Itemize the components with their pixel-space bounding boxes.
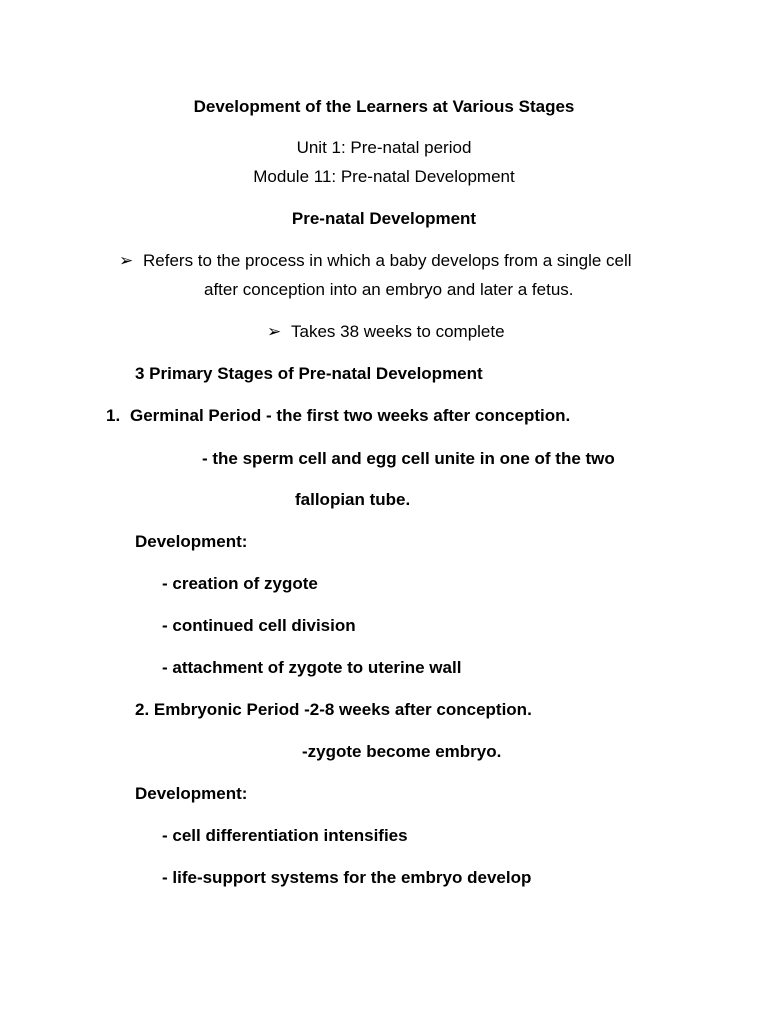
list-item: - attachment of zygote to uterine wall bbox=[162, 658, 462, 677]
bullet-item bbox=[267, 322, 505, 342]
embryonic-description-line: -zygote become embryo. bbox=[302, 742, 502, 761]
list-item: - life-support systems for the embryo develop bbox=[162, 868, 532, 887]
list-item: - creation of zygote bbox=[162, 574, 318, 593]
germinal-description-continuation: fallopian tube. bbox=[295, 490, 411, 509]
embryonic-period-line: 2. Embryonic Period -2-8 weeks after conception. bbox=[135, 700, 532, 719]
germinal-period-line bbox=[106, 406, 570, 426]
germinal-description-line: - the sperm cell and egg cell unite in one of the two bbox=[202, 449, 615, 468]
bullet-text: Takes 38 weeks to complete bbox=[291, 322, 505, 341]
section-heading: Pre-natal Development bbox=[291, 209, 477, 228]
list-item: - continued cell division bbox=[162, 616, 356, 635]
bullet-item bbox=[119, 251, 632, 271]
bullet-text-continuation: after conception into an embryo and later a fetus. bbox=[204, 280, 574, 299]
document-title: Development of the Learners at Various Stages bbox=[193, 97, 575, 116]
unit-line: Unit 1: Pre-natal period bbox=[296, 138, 472, 157]
arrow-bullet-icon: ➢ bbox=[267, 322, 282, 341]
module-line: Module 11: Pre-natal Development bbox=[253, 167, 515, 186]
germinal-period-text: Germinal Period - the first two weeks after conception. bbox=[130, 406, 571, 425]
development-label: Development: bbox=[135, 532, 248, 551]
list-item: - cell differentiation intensifies bbox=[162, 826, 408, 845]
development-label: Development: bbox=[135, 784, 248, 803]
bullet-text: Refers to the process in which a baby develops from a single cell bbox=[143, 251, 632, 270]
stages-heading: 3 Primary Stages of Pre-natal Development bbox=[135, 364, 483, 383]
arrow-bullet-icon: ➢ bbox=[119, 251, 134, 270]
list-number: 1. bbox=[106, 406, 121, 425]
